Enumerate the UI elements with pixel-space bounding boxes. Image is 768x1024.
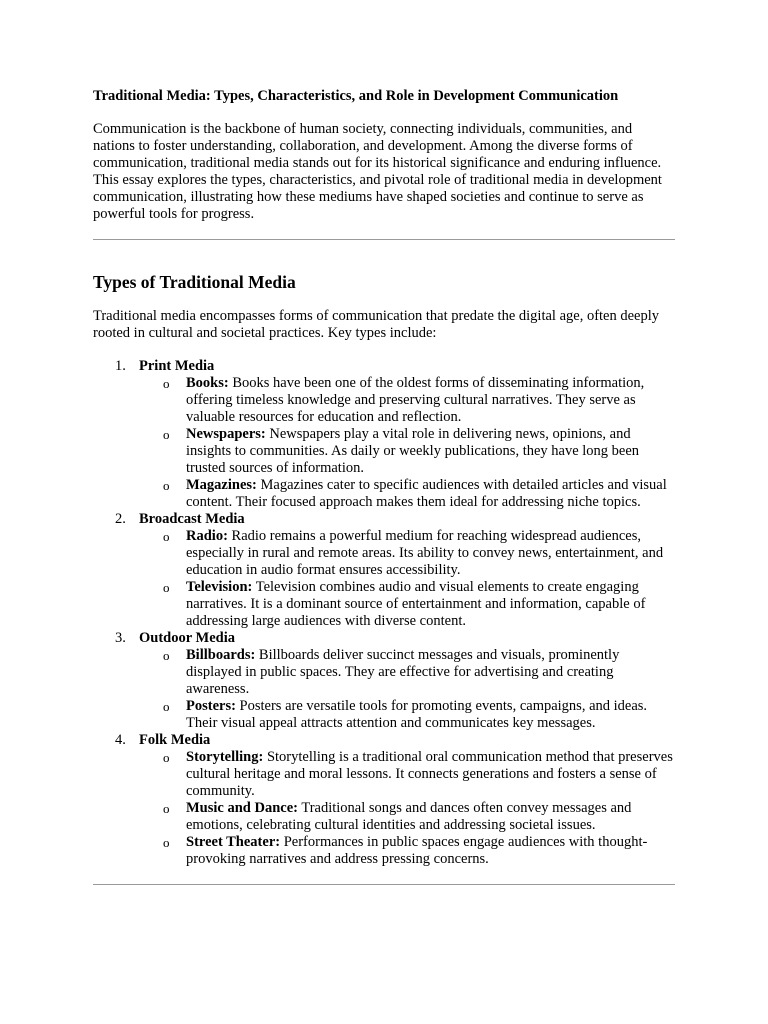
item-term: Storytelling: [186,749,264,765]
types-intro-paragraph: Traditional media encompasses forms of communication that predate the digital age, often deeply rooted in cultural and societal practices. Key types include: [93,308,660,341]
media-item [139,800,675,834]
item-description: Books have been one of the oldest forms of disseminating information, offering timeless knowledge and preserving cultural narratives. They serve as valuable resources for education and reflection. [186,375,645,425]
media-item [139,834,675,868]
category-number: 2. [115,511,126,527]
media-item [139,749,675,800]
category-items [139,528,675,630]
bullet-icon: o [163,580,170,595]
item-term: Magazines: [186,477,257,493]
bullet-icon: o [163,478,170,493]
section-divider [93,239,675,240]
types-list [93,358,675,868]
media-category [93,358,675,511]
item-term: Street Theater: [186,834,281,850]
category-items [139,749,675,868]
item-description: Traditional songs and dances often convey messages and emotions, celebrating cultural identities and addressing societal issues. [186,800,632,833]
section-divider-bottom [93,884,675,885]
item-term: Books: [186,375,229,391]
media-item [139,375,675,426]
item-term: Music and Dance: [186,800,298,816]
types-heading: Types of Traditional Media [93,272,296,292]
bullet-icon: o [163,376,170,391]
bullet-icon: o [163,699,170,714]
item-description: Performances in public spaces engage audiences with thought-provoking narratives and address pressing concerns. [186,834,648,867]
media-item [139,528,675,579]
category-title: Outdoor Media [139,630,235,646]
media-item [139,647,675,698]
item-description: Magazines cater to specific audiences with detailed articles and visual content. Their focused approach makes them ideal for addressing niche topics. [186,477,667,510]
category-items [139,375,675,511]
document-title: Traditional Media: Types, Characteristics, and Role in Development Communication [93,88,619,104]
item-description: Posters are versatile tools for promoting events, campaigns, and ideas. Their visual appeal attracts attention and communicates key messages. [186,698,648,731]
bullet-icon: o [163,427,170,442]
category-title: Print Media [139,358,215,374]
bullet-icon: o [163,801,170,816]
media-item [139,579,675,630]
media-category [93,732,675,868]
item-term: Billboards: [186,647,256,663]
category-number: 4. [115,732,126,748]
category-number: 3. [115,630,126,646]
category-number: 1. [115,358,126,374]
item-term: Television: [186,579,253,595]
media-category [93,511,675,630]
document-body [93,88,675,885]
media-item [139,698,675,732]
category-items [139,647,675,732]
item-description: Television combines audio and visual elements to create engaging narratives. It is a dominant source of entertainment and information, capable of addressing large audiences with diverse content. [186,579,646,629]
item-term: Posters: [186,698,236,714]
item-term: Radio: [186,528,228,544]
item-term: Newspapers: [186,426,266,442]
item-description: Billboards deliver succinct messages and visuals, prominently displayed in public spaces. They are effective for advertising and creating awareness. [186,647,620,697]
item-description: Radio remains a powerful medium for reaching widespread audiences, especially in rural and remote areas. Its ability to convey news, entertainment, and education in audio format ensures accessibility. [186,528,664,578]
bullet-icon: o [163,750,170,765]
intro-paragraph: Communication is the backbone of human society, connecting individuals, communities, and nations to foster understanding, collaboration, and development. Among the diverse forms of communication, traditional media stands out for its historical significance and enduring influence. This essay explores the types, characteristics, and pivotal role of traditional media in development communication, illustrating how these mediums have shaped societies and continue to serve as powerful tools for progress. [93,121,662,222]
category-title: Folk Media [139,732,211,748]
media-category [93,630,675,732]
media-item [139,426,675,477]
category-title: Broadcast Media [139,511,245,527]
bullet-icon: o [163,835,170,850]
item-description: Newspapers play a vital role in delivering news, opinions, and insights to communities. As daily or weekly publications, they have long been trusted sources of information. [186,426,640,476]
item-description: Storytelling is a traditional oral communication method that preserves cultural heritage and moral lessons. It connects generations and fosters a sense of community. [186,749,673,799]
media-item [139,477,675,511]
bullet-icon: o [163,648,170,663]
bullet-icon: o [163,529,170,544]
